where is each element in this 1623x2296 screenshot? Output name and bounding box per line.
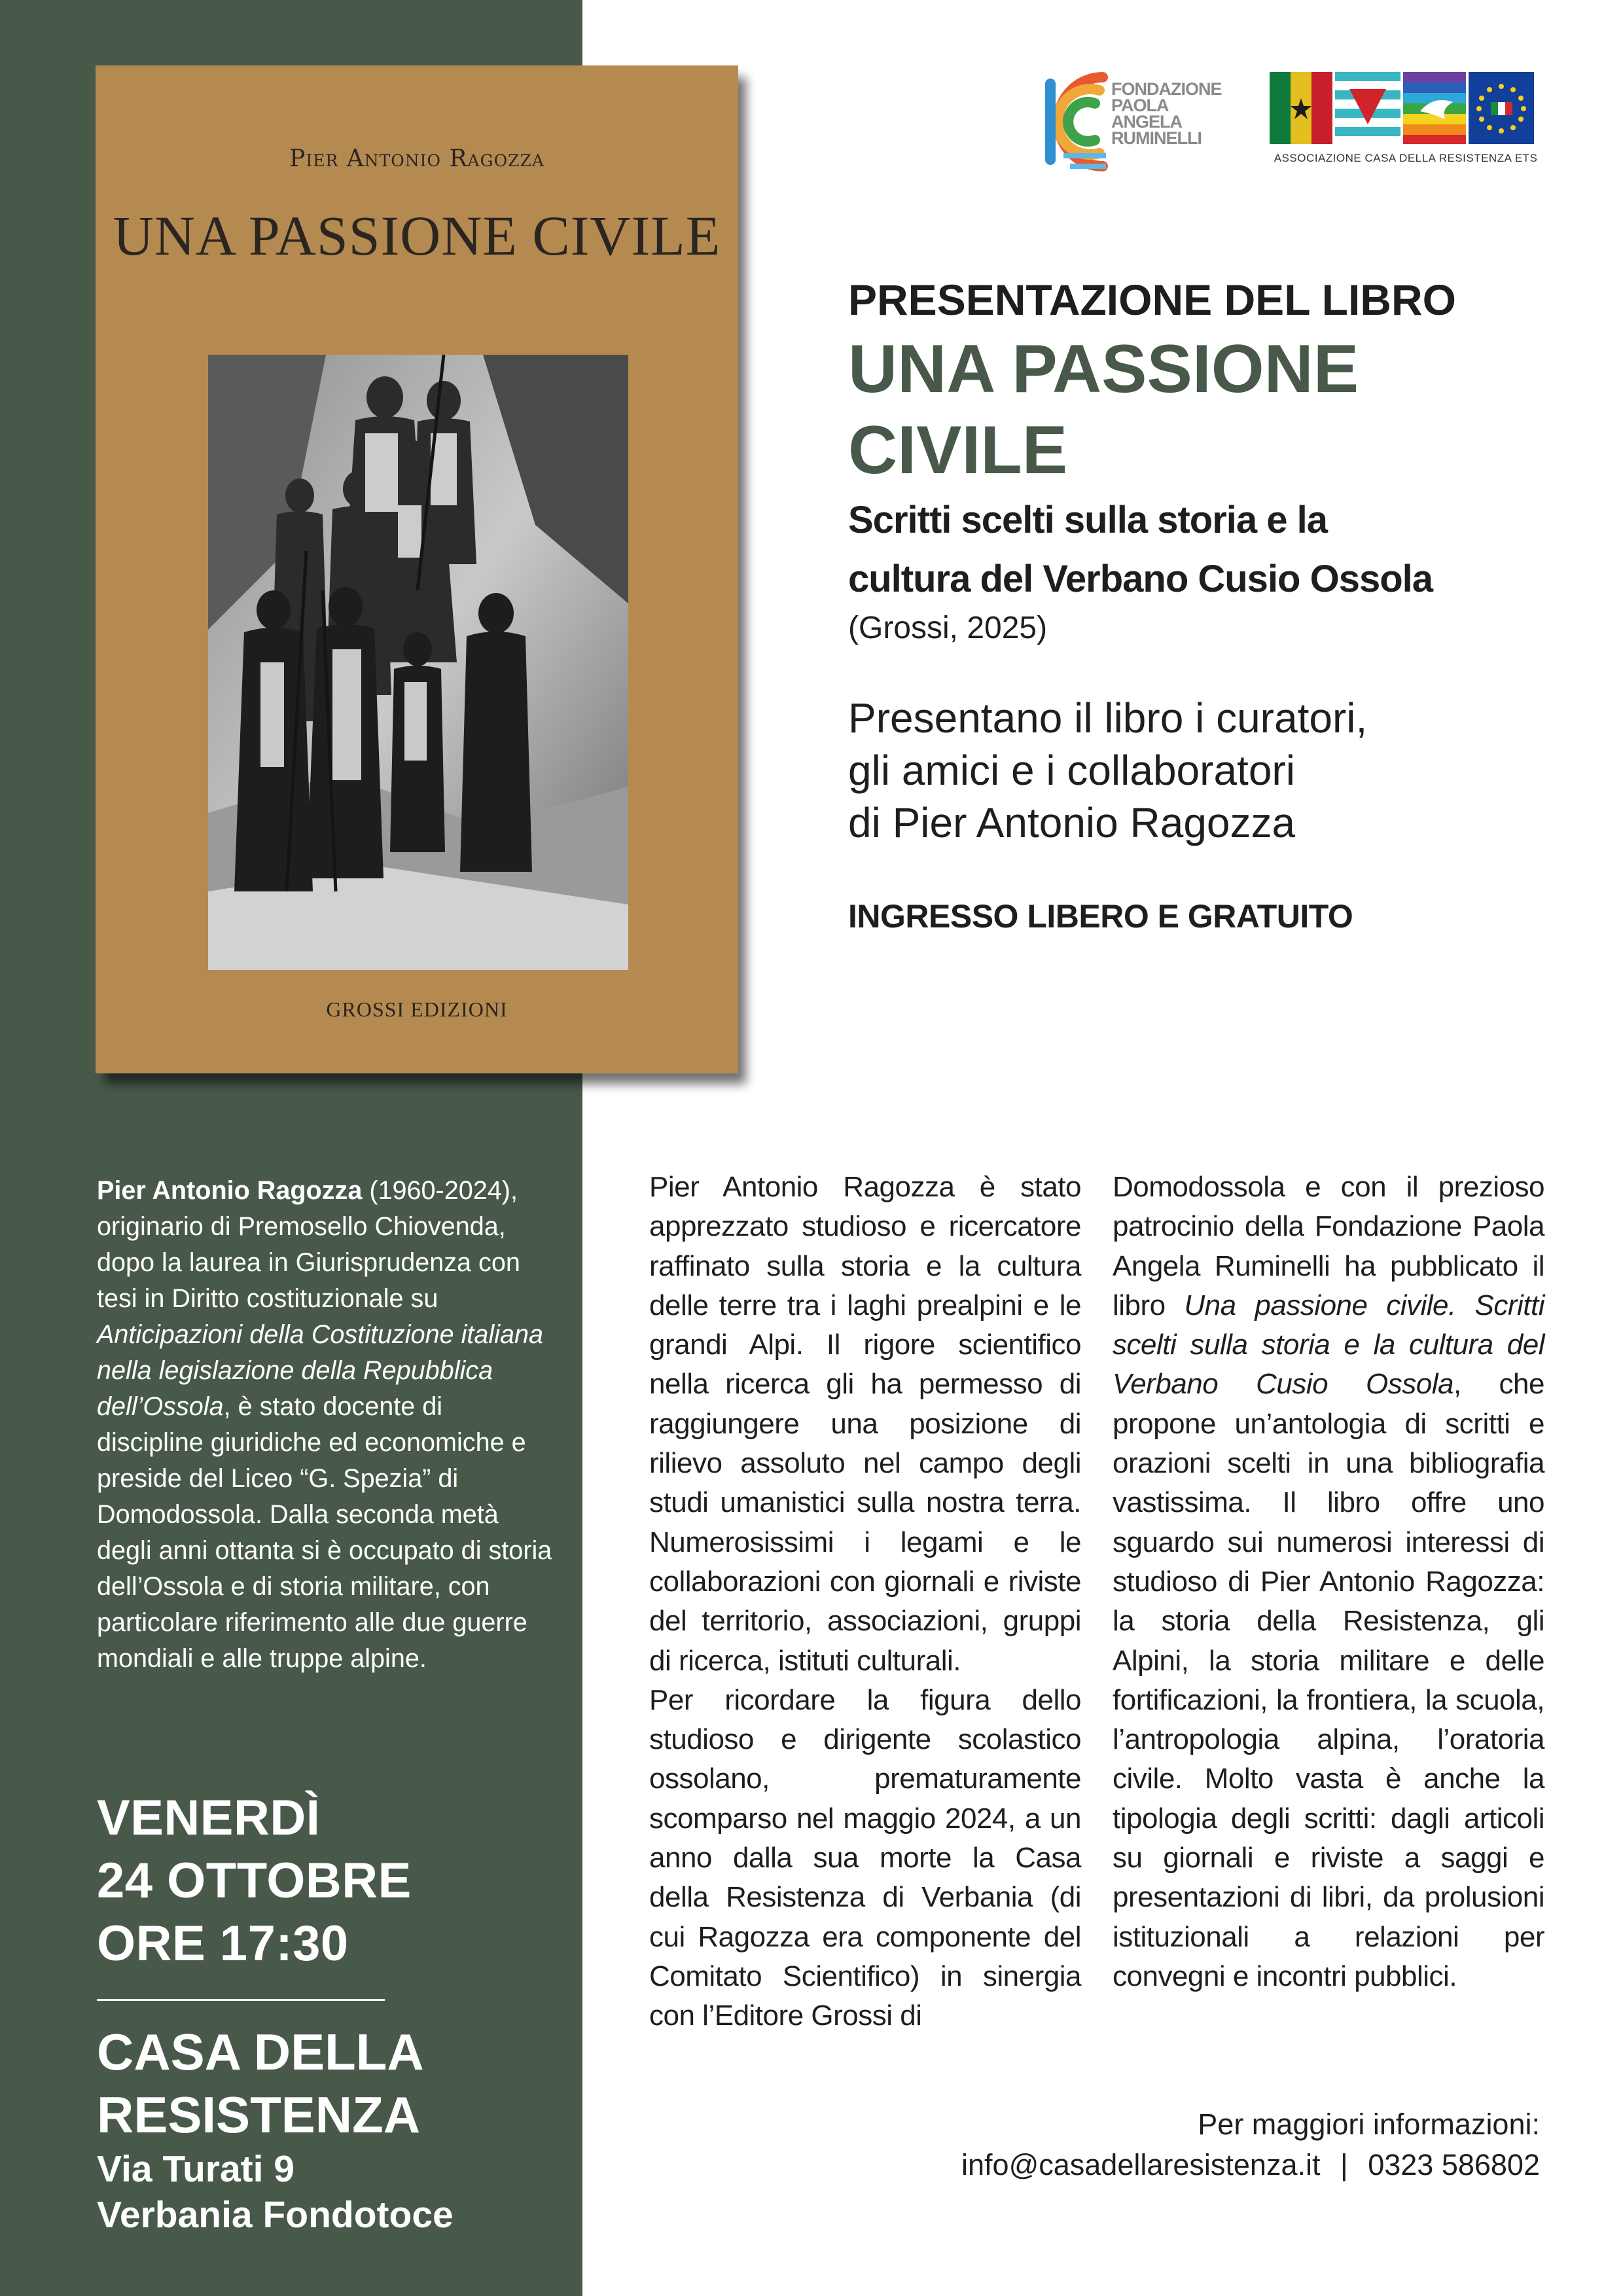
contact-separator: | <box>1340 2148 1348 2181</box>
presentation-label: PRESENTAZIONE DEL LIBRO <box>848 276 1456 324</box>
book-subtitle <box>848 491 1581 609</box>
book-title-line: UNA PASSIONE <box>848 331 1359 407</box>
book-cover-publisher: GROSSI EDIZIONI <box>326 997 508 1021</box>
bio-text: , è stato docente di discipline giuridiche ed economiche e preside del Liceo “G. Spezia” di Domodossola. Dalla seconda metà degli anni ottanta si è occupato di storia dell’Ossola e di storia militare, con particolare riferimento alle due guerre mondiali e alle truppe alpine. <box>97 1392 552 1673</box>
book-cover-photo <box>208 355 628 970</box>
article-paragraph <box>1113 1168 1544 1996</box>
event-intro <box>848 274 1581 935</box>
book-title <box>848 329 1581 491</box>
contact-phone[interactable]: 0323 586802 <box>1368 2148 1540 2181</box>
event-day: VENERDÌ <box>97 1790 321 1846</box>
contact-email[interactable]: info@casadellaresistenza.it <box>961 2148 1321 2181</box>
presenters-line: Presentano il libro i curatori, <box>848 694 1368 742</box>
presenters-line: gli amici e i collaboratori <box>848 747 1295 794</box>
book-cover <box>96 65 738 1073</box>
contact-line <box>961 2145 1540 2185</box>
free-entry-notice: INGRESSO LIBERO E GRATUITO <box>848 898 1353 935</box>
article-paragraph: Per ricordare la figura dello studioso e dirigente scolastico ossolano, prematuramente scomparso nel maggio 2024, a un anno dalla sua morte la Casa della Resistenza di Verbania (di cui Ragozza era componente del Comitato Scientifico) in sinergia con l’Editore Grossi di <box>649 1683 1081 2032</box>
publisher-year: (Grossi, 2025) <box>848 611 1048 645</box>
event-time: ORE 17:30 <box>97 1916 349 1971</box>
bio-text: (1960-2024), originario di Premosello Chiovenda, dopo la laurea in Giurisprudenza con tesi in Diritto costituzionale su <box>97 1176 520 1313</box>
venue-address: Via Turati 9 <box>97 2148 295 2190</box>
event-divider <box>97 1999 385 2001</box>
bio-author-name: Pier Antonio Ragozza <box>97 1176 363 1205</box>
presenters-line: di Pier Antonio Ragozza <box>848 799 1296 846</box>
fondazione-line: ANGELA <box>1111 112 1182 132</box>
article-text: , che propone un’antologia di scritti e orazioni scelti in una bibliografia vastissima. Il libro offre uno sguardo sui numerosi interessi di studioso di Pier Antonio Ragozza: la storia della Resistenza, gli Alpini, la storia militare e delle fortificazioni, la frontiera, la scuola, l’antropologia alpina, l’oratoria civile. Molto vasta è anche la tipologia degli scritti: dagli articoli su giornali e riviste a saggi e presentazioni di libri, da prolusioni istituzionali a relazioni per convegni e incontri pubblici. <box>1113 1368 1544 1992</box>
fondazione-line: RUMINELLI <box>1111 128 1202 148</box>
book-title-line: CIVILE <box>848 412 1068 488</box>
event-date: 24 OTTOBRE <box>97 1853 412 1909</box>
article-book-title: Una passione civile. Scritti scelti sulla storia e la cultura del Verbano Cusio Ossola <box>1113 1289 1544 1401</box>
fondazione-line: FONDAZIONE <box>1111 79 1222 99</box>
venue-name: CASA DELLA <box>97 2023 424 2081</box>
article-column-1 <box>649 1168 1081 2036</box>
book-cover-title: UNA PASSIONE CIVILE <box>113 204 721 267</box>
casa-resistenza-flags-logo <box>1270 72 1538 151</box>
book-subtitle-line: Scritti scelti sulla storia e la <box>848 499 1327 541</box>
fondazione-ruminelli-wordmark <box>1111 81 1222 147</box>
presenters-text <box>848 692 1581 849</box>
article-paragraph: Pier Antonio Ragozza è stato apprezzato studioso e ricercatore raffinato sulla storia e la cultura delle terre tra i laghi prealpini e le grandi Alpi. Il rigore scientifico nella ricerca gli ha permesso di raggiungere una posizione di rilievo assoluto nel campo degli studi umanistici sulla nostra terra. Numerosissimi i legami e le collaborazioni con giornali e riviste del territorio, associazioni, gruppi di ricerca, istituti culturali. <box>649 1171 1081 1677</box>
author-bio <box>97 1173 555 1677</box>
venue-city: Verbania Fondotoce <box>97 2194 454 2236</box>
article-text: Domodossola e con il prezioso patrocinio della Fondazione Paola Angela Ruminelli ha pubblicato il libro <box>1113 1171 1544 1321</box>
bio-thesis-title: Anticipazioni della Costituzione italiana nella legislazione della Repubblica dell’Ossola <box>97 1320 544 1421</box>
contact-info <box>961 2104 1540 2185</box>
fondazione-line: PAOLA <box>1111 96 1169 115</box>
event-info <box>97 1787 555 2238</box>
contact-label: Per maggiori informazioni: <box>1198 2108 1540 2141</box>
book-cover-author: Pier Antonio Ragozza <box>289 145 544 172</box>
casa-resistenza-caption: ASSOCIAZIONE CASA DELLA RESISTENZA ETS <box>1274 152 1538 164</box>
venue-name: RESISTENZA <box>97 2086 421 2144</box>
article-column-2 <box>1113 1168 1544 1996</box>
book-subtitle-line: cultura del Verbano Cusio Ossola <box>848 558 1433 600</box>
